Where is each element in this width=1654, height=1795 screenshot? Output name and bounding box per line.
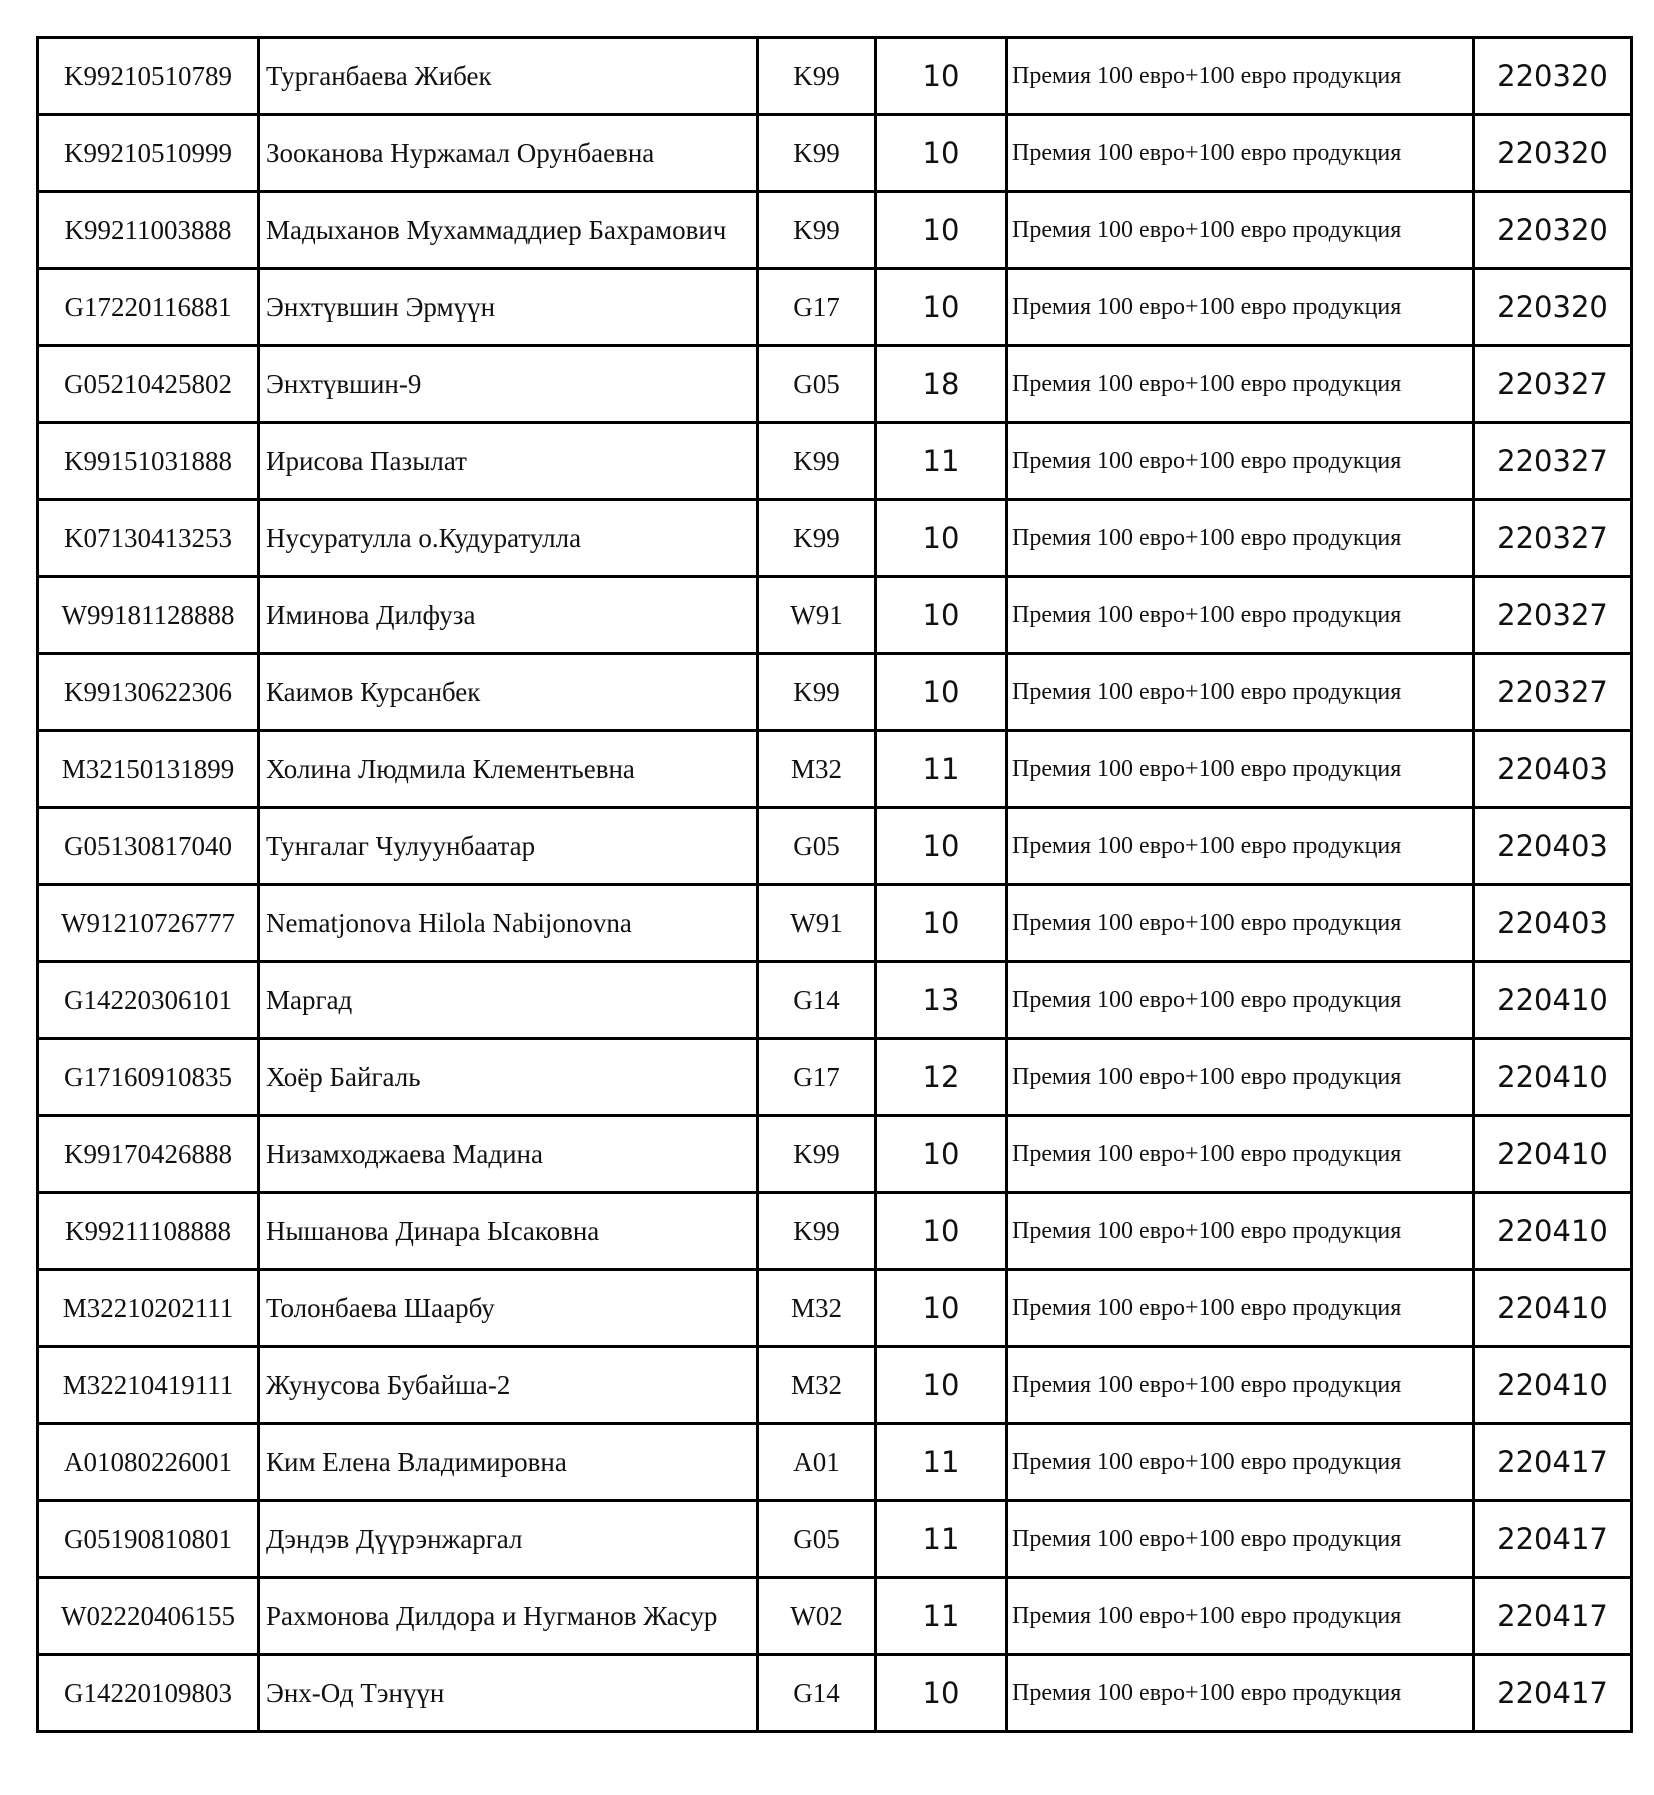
prize-cell: Премия 100 евро+100 евро продукция <box>1007 423 1474 500</box>
count-cell: 10 <box>876 885 1007 962</box>
table-row <box>38 1270 1632 1347</box>
count-cell: 10 <box>876 1193 1007 1270</box>
member-name-cell: Низамходжаева Мадина <box>259 1116 758 1193</box>
count-cell: 18 <box>876 346 1007 423</box>
prize-cell: Премия 100 евро+100 евро продукция <box>1007 962 1474 1039</box>
member-name-cell: Толонбаева Шаарбу <box>259 1270 758 1347</box>
table-row <box>38 423 1632 500</box>
prize-cell: Премия 100 евро+100 евро продукция <box>1007 1193 1474 1270</box>
member-name-cell: Нышанова Динара Ысаковна <box>259 1193 758 1270</box>
date-cell: 220403 <box>1474 808 1632 885</box>
prize-cell: Премия 100 евро+100 евро продукция <box>1007 1270 1474 1347</box>
group-code-cell: W91 <box>758 577 876 654</box>
date-cell: 220410 <box>1474 1270 1632 1347</box>
member-code-cell: K99210510789 <box>38 38 259 115</box>
table-row <box>38 1578 1632 1655</box>
group-code-cell: G14 <box>758 1655 876 1732</box>
member-name-cell: Зооканова Нуржамал Орунбаевна <box>259 115 758 192</box>
group-code-cell: W02 <box>758 1578 876 1655</box>
group-code-cell: M32 <box>758 1347 876 1424</box>
prize-cell: Премия 100 евро+100 евро продукция <box>1007 1578 1474 1655</box>
member-code-cell: M32210202111 <box>38 1270 259 1347</box>
date-cell: 220410 <box>1474 1116 1632 1193</box>
group-code-cell: G05 <box>758 1501 876 1578</box>
date-cell: 220320 <box>1474 38 1632 115</box>
group-code-cell: K99 <box>758 38 876 115</box>
member-code-cell: M32210419111 <box>38 1347 259 1424</box>
member-code-cell: M32150131899 <box>38 731 259 808</box>
member-name-cell: Турганбаева Жибек <box>259 38 758 115</box>
member-name-cell: Дэндэв Дүүрэнжаргал <box>259 1501 758 1578</box>
date-cell: 220417 <box>1474 1501 1632 1578</box>
member-name-cell: Тунгалаг Чулуунбаатар <box>259 808 758 885</box>
group-code-cell: G17 <box>758 269 876 346</box>
prize-cell: Премия 100 евро+100 евро продукция <box>1007 1424 1474 1501</box>
table-row <box>38 1347 1632 1424</box>
count-cell: 10 <box>876 577 1007 654</box>
table-row <box>38 1116 1632 1193</box>
table-row <box>38 962 1632 1039</box>
table-row <box>38 500 1632 577</box>
group-code-cell: W91 <box>758 885 876 962</box>
date-cell: 220327 <box>1474 423 1632 500</box>
prize-cell: Премия 100 евро+100 евро продукция <box>1007 1655 1474 1732</box>
prize-cell: Премия 100 евро+100 евро продукция <box>1007 1039 1474 1116</box>
table-row <box>38 192 1632 269</box>
member-name-cell: Энх-Од Тэнүүн <box>259 1655 758 1732</box>
group-code-cell: K99 <box>758 654 876 731</box>
group-code-cell: K99 <box>758 423 876 500</box>
count-cell: 11 <box>876 1501 1007 1578</box>
member-name-cell: Рахмонова Дилдора и Нугманов Жасур <box>259 1578 758 1655</box>
table-row <box>38 1501 1632 1578</box>
prize-cell: Премия 100 евро+100 евро продукция <box>1007 808 1474 885</box>
member-code-cell: K99211108888 <box>38 1193 259 1270</box>
group-code-cell: A01 <box>758 1424 876 1501</box>
date-cell: 220403 <box>1474 885 1632 962</box>
group-code-cell: G05 <box>758 346 876 423</box>
prize-cell: Премия 100 евро+100 евро продукция <box>1007 731 1474 808</box>
count-cell: 10 <box>876 808 1007 885</box>
prize-cell: Премия 100 евро+100 евро продукция <box>1007 500 1474 577</box>
prize-cell: Премия 100 евро+100 евро продукция <box>1007 885 1474 962</box>
member-code-cell: K99170426888 <box>38 1116 259 1193</box>
member-name-cell: Каимов Курсанбек <box>259 654 758 731</box>
member-code-cell: K99151031888 <box>38 423 259 500</box>
member-name-cell: Энхтүвшин Эрмүүн <box>259 269 758 346</box>
count-cell: 13 <box>876 962 1007 1039</box>
count-cell: 10 <box>876 269 1007 346</box>
member-name-cell: Жунусова Бубайша-2 <box>259 1347 758 1424</box>
group-code-cell: G17 <box>758 1039 876 1116</box>
table-row <box>38 731 1632 808</box>
member-code-cell: W91210726777 <box>38 885 259 962</box>
award-table <box>36 36 1633 1733</box>
member-name-cell: Nematjonova Hilola Nabijonovna <box>259 885 758 962</box>
count-cell: 10 <box>876 192 1007 269</box>
group-code-cell: K99 <box>758 500 876 577</box>
prize-cell: Премия 100 евро+100 евро продукция <box>1007 38 1474 115</box>
count-cell: 12 <box>876 1039 1007 1116</box>
date-cell: 220417 <box>1474 1655 1632 1732</box>
date-cell: 220327 <box>1474 654 1632 731</box>
table-row <box>38 1424 1632 1501</box>
member-code-cell: W99181128888 <box>38 577 259 654</box>
member-name-cell: Нусуратулла о.Кудуратулла <box>259 500 758 577</box>
member-code-cell: G05210425802 <box>38 346 259 423</box>
count-cell: 10 <box>876 1116 1007 1193</box>
prize-cell: Премия 100 евро+100 евро продукция <box>1007 115 1474 192</box>
date-cell: 220320 <box>1474 115 1632 192</box>
group-code-cell: K99 <box>758 192 876 269</box>
prize-cell: Премия 100 евро+100 евро продукция <box>1007 1116 1474 1193</box>
date-cell: 220410 <box>1474 1039 1632 1116</box>
member-code-cell: K99130622306 <box>38 654 259 731</box>
table-row <box>38 115 1632 192</box>
member-name-cell: Мадыханов Мухаммаддиер Бахрамович <box>259 192 758 269</box>
member-code-cell: G17160910835 <box>38 1039 259 1116</box>
member-name-cell: Маргад <box>259 962 758 1039</box>
date-cell: 220320 <box>1474 269 1632 346</box>
count-cell: 11 <box>876 1578 1007 1655</box>
table-row <box>38 1039 1632 1116</box>
table-row <box>38 269 1632 346</box>
member-name-cell: Ким Елена Владимировна <box>259 1424 758 1501</box>
count-cell: 11 <box>876 1424 1007 1501</box>
date-cell: 220410 <box>1474 1347 1632 1424</box>
member-code-cell: G14220109803 <box>38 1655 259 1732</box>
member-code-cell: K99210510999 <box>38 115 259 192</box>
member-code-cell: G05190810801 <box>38 1501 259 1578</box>
table-row <box>38 654 1632 731</box>
group-code-cell: K99 <box>758 1116 876 1193</box>
table-row <box>38 885 1632 962</box>
count-cell: 10 <box>876 115 1007 192</box>
member-code-cell: G14220306101 <box>38 962 259 1039</box>
member-name-cell: Холина Людмила Клементьевна <box>259 731 758 808</box>
group-code-cell: G05 <box>758 808 876 885</box>
prize-cell: Премия 100 евро+100 евро продукция <box>1007 1347 1474 1424</box>
count-cell: 10 <box>876 1655 1007 1732</box>
count-cell: 10 <box>876 38 1007 115</box>
count-cell: 10 <box>876 1347 1007 1424</box>
count-cell: 11 <box>876 731 1007 808</box>
prize-cell: Премия 100 евро+100 евро продукция <box>1007 269 1474 346</box>
member-name-cell: Хоёр Байгаль <box>259 1039 758 1116</box>
member-code-cell: A01080226001 <box>38 1424 259 1501</box>
prize-cell: Премия 100 евро+100 евро продукция <box>1007 577 1474 654</box>
count-cell: 11 <box>876 423 1007 500</box>
table-row <box>38 808 1632 885</box>
table-row <box>38 577 1632 654</box>
member-code-cell: G05130817040 <box>38 808 259 885</box>
prize-cell: Премия 100 евро+100 евро продукция <box>1007 192 1474 269</box>
count-cell: 10 <box>876 1270 1007 1347</box>
prize-cell: Премия 100 евро+100 евро продукция <box>1007 654 1474 731</box>
date-cell: 220320 <box>1474 192 1632 269</box>
group-code-cell: K99 <box>758 115 876 192</box>
member-name-cell: Энхтүвшин-9 <box>259 346 758 423</box>
group-code-cell: K99 <box>758 1193 876 1270</box>
member-name-cell: Иминова Дилфуза <box>259 577 758 654</box>
document-page <box>36 36 1633 1733</box>
table-body <box>38 38 1632 1732</box>
group-code-cell: M32 <box>758 1270 876 1347</box>
date-cell: 220327 <box>1474 500 1632 577</box>
date-cell: 220403 <box>1474 731 1632 808</box>
member-name-cell: Ирисова Пазылат <box>259 423 758 500</box>
date-cell: 220410 <box>1474 1193 1632 1270</box>
member-code-cell: K07130413253 <box>38 500 259 577</box>
table-row <box>38 346 1632 423</box>
table-row <box>38 1655 1632 1732</box>
date-cell: 220327 <box>1474 346 1632 423</box>
table-row <box>38 1193 1632 1270</box>
table-row <box>38 38 1632 115</box>
count-cell: 10 <box>876 654 1007 731</box>
prize-cell: Премия 100 евро+100 евро продукция <box>1007 1501 1474 1578</box>
count-cell: 10 <box>876 500 1007 577</box>
prize-cell: Премия 100 евро+100 евро продукция <box>1007 346 1474 423</box>
date-cell: 220327 <box>1474 577 1632 654</box>
member-code-cell: W02220406155 <box>38 1578 259 1655</box>
member-code-cell: G17220116881 <box>38 269 259 346</box>
group-code-cell: M32 <box>758 731 876 808</box>
date-cell: 220410 <box>1474 962 1632 1039</box>
date-cell: 220417 <box>1474 1424 1632 1501</box>
member-code-cell: K99211003888 <box>38 192 259 269</box>
group-code-cell: G14 <box>758 962 876 1039</box>
date-cell: 220417 <box>1474 1578 1632 1655</box>
